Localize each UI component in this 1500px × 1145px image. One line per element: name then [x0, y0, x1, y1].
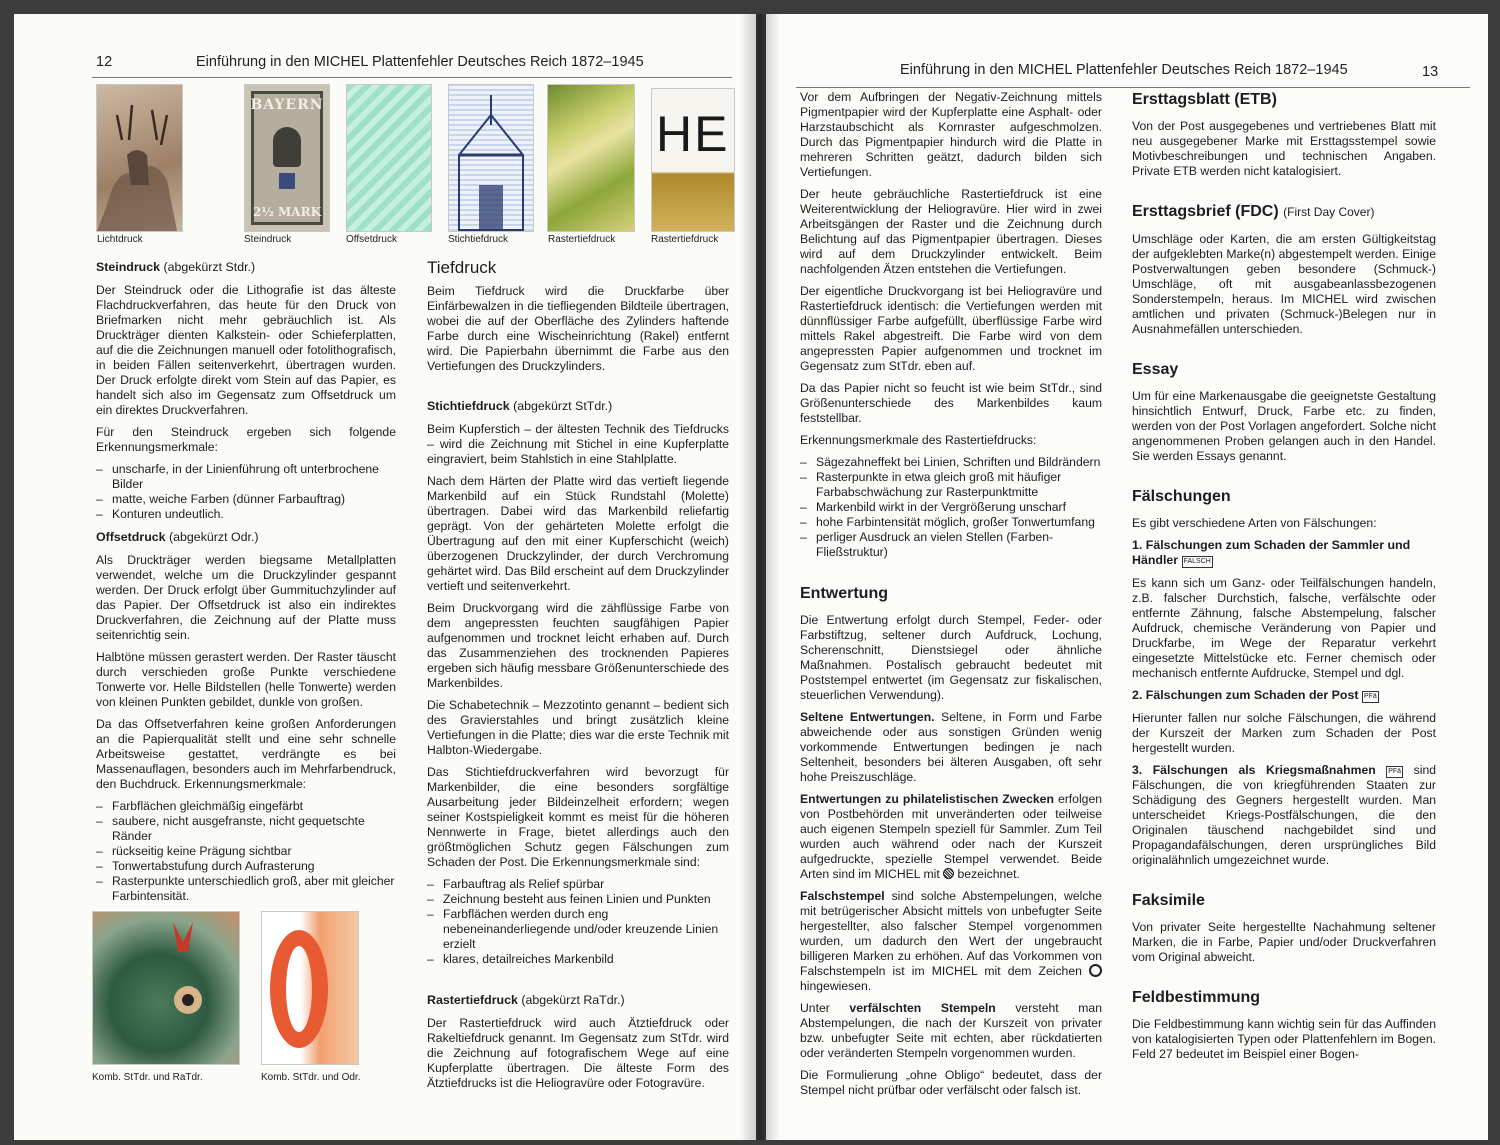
heading-steindruck: [96, 260, 396, 275]
list-item: – Sägezahneffekt bei Linien, Schriften und Bildrändern: [800, 455, 1102, 470]
stamp-steindruck: [244, 84, 330, 232]
spacer: [1132, 875, 1436, 893]
spacer: [800, 568, 1102, 586]
left-column-2: [427, 260, 729, 1098]
stamp-rastertiefdruck-1: [547, 84, 635, 232]
heading-stichtiefdruck: [427, 399, 729, 414]
left-page: [14, 14, 756, 1140]
list-item: – Farbflächen werden durch eng nebeneinanderliegende und/oder kreuzende Linien erzielt: [427, 907, 729, 952]
f2-title: 2. Fälschungen zum Schaden der Post: [1132, 688, 1359, 702]
stamp-stichtiefdruck: [448, 84, 534, 232]
building-image: [449, 85, 533, 231]
steindruck-title: Steindruck: [96, 260, 161, 274]
falsch-end: hingewiesen.: [800, 979, 872, 993]
list-item: – hohe Farbintensität möglich, großer Tonwertumfang: [800, 515, 1102, 530]
falsch-paragraph: [800, 889, 1102, 994]
spacer: [427, 381, 729, 399]
heading-fdc: [1132, 204, 1436, 220]
list-item: – Konturen undeutlich.: [96, 507, 396, 522]
heading-faelschungen: Fälschungen: [1132, 488, 1231, 505]
spacer: [1132, 972, 1436, 990]
list-item: – Tonwertabstufung durch Aufrasterung: [96, 859, 396, 874]
fdc-title: Ersttagsbrief (FDC): [1132, 203, 1279, 220]
stich-paragraph-1: Beim Kupferstich – der ältesten Technik des Tiefdrucks – wird die Zeichnung mit Stichel in eine Kupferplatte eingraviert, beim Stahlstich in eine Stahlplatte.: [427, 422, 729, 466]
phila-bold: Entwertungen zu philatelistischen Zwecken: [800, 792, 1054, 806]
list-item: – perliger Ausdruck an vielen Stellen (Farben-Fließstruktur): [800, 530, 1102, 560]
spacer: [427, 975, 729, 993]
offset-list: [96, 799, 396, 904]
pfae-badge-2: PFä: [1386, 766, 1403, 778]
heading-feldbestimmung: Feldbestimmung: [1132, 989, 1261, 1006]
page-number-left: 12: [96, 54, 113, 70]
stich-paragraph-2: Nach dem Härten der Platte wird das vertieft liegende Markenbild auf ein Stück Rundstahl (Molette) übertragen. Dabei wird das Markenbild reliefartig geprägt. Von der gehärteten Molette erfolgt die Übertragung auf den mit einer Kupferschicht (weich) überzogenen Druckzylinder, der durch Verchromung gehärtet wird. Das Bild erscheint auf dem Druckzylinder vertieft und seitenverkehrt.: [427, 474, 729, 593]
offset-paragraph-1: Als Druckträger werden biegsame Metallplatten verwendet, welche um die Druckzylinder gespannt werden. Der Druck erfolgt über Gummituchzylinder auf das Papier. Der Offsetdruck ist also ein indirektes Druckverfahren, die Zeichnung auf der Platte muss seitenrichtig sein.: [96, 553, 396, 642]
list-item: – Rasterpunkte unterschiedlich groß, aber mit gleicher Farbintensität.: [96, 874, 396, 904]
caption-rastertiefdruck-2: Rastertiefdruck: [651, 234, 719, 245]
falsch-badge: FALSCH: [1182, 556, 1213, 568]
list-item: – unscharfe, in der Linienführung oft unterbrochene Bilder: [96, 462, 396, 492]
falsch-text: sind solche Abstempelungen, welche mit betrügerischer Absicht mittels von unbefugter Seite hergestellter, also falscher Stempel vorgenommen wurden, um dadurch den Wert der ungebraucht billigeren Marken zu erhöhen. Auf das Vorkommen von Falschstempeln ist im MICHEL mit dem Zeichen: [800, 889, 1102, 978]
raster-cont-paragraph-4: Da das Papier nicht so feucht ist wie beim StTdr., sind Größenunterschiede des Markenbildes kaum feststellbar.: [800, 381, 1102, 425]
raster-features-list: [800, 455, 1102, 560]
etb-paragraph: Von der Post ausgegebenes und vertriebenes Blatt mit neu ausgegebener Marke mit Ersttagsstempel sowie Motivbeschreibungen und technischen Angaben. Private ETB werden nicht katalogisiert.: [1132, 119, 1436, 178]
fake-cancel-icon: [1089, 964, 1102, 977]
steindruck-abbr: (abgekürzt Stdr.): [163, 260, 256, 274]
stamp-text-mark: 2½ MARK: [252, 205, 322, 219]
list-item: – Markenbild wirkt in der Vergrößerung unscharf: [800, 500, 1102, 515]
stamp-fish: [92, 911, 240, 1065]
caption-offsetdruck: Offsetdruck: [346, 234, 397, 245]
stich-title: Stichtiefdruck: [427, 399, 510, 413]
obligo-paragraph: Die Formulierung „ohne Obligo“ bedeutet, dass der Stempel nicht prüfbar oder verfälscht oder falsch ist.: [800, 1068, 1102, 1097]
page-number-right: 13: [1422, 64, 1439, 80]
f3-text: sind Fälschungen, die von kriegführenden Staaten zur Schädigung des Gegners hergestellt wurden. Man unterscheidet Kriegs-Postfälschungen, die den Originalen täuschend nachgebildet sind und Propagandafälschungen, deren ursprüngliches Bild originalähnlich umgezeichnet wurde.: [1132, 763, 1436, 867]
book-gutter: [740, 14, 780, 1140]
list-item: – klares, detailreiches Markenbild: [427, 952, 729, 967]
right-column-2: [1132, 92, 1436, 1069]
reindeer-image: [97, 85, 182, 231]
right-page: [766, 14, 1488, 1140]
f3-title: 3. Fälschungen als Kriegsmaßnahmen: [1132, 763, 1376, 777]
f1-title: 1. Fälschungen zum Schaden der Sammler und Händler: [1132, 538, 1411, 567]
fdc-sub: (First Day Cover): [1283, 205, 1375, 219]
verf-paragraph: [800, 1001, 1102, 1061]
list-item: – rückseitig keine Prägung sichtbar: [96, 844, 396, 859]
caption-lichtdruck: Lichtdruck: [97, 234, 143, 245]
heading-etb: Ersttagsblatt (ETB): [1132, 91, 1277, 108]
heading-offsetdruck: [96, 530, 396, 545]
left-column-1: [96, 260, 396, 912]
offset-paragraph-3: Da das Offsetverfahren keine großen Anforderungen an die Papierqualität stellt und eine sehr schnelle Arbeitsweise gestattet, verdrängte es bei Massenauflagen, besonders auch im Mehrfarbendruck, den Buchdruck. Erkennungsmerkmale:: [96, 717, 396, 791]
caption-stichtiefdruck: Stichtiefdruck: [448, 234, 509, 245]
list-item: – Rasterpunkte in etwa gleich groß mit häufiger Farbabschwächung zur Rasterpunktmitte: [800, 470, 1102, 500]
tiefdruck-paragraph: Beim Tiefdruck wird die Druckfarbe über Einfärbewalzen in die tiefliegenden Bildteile übertragen, wobei die auf der Oberfläche des Zylinders haftende Farbe durch eine Wischeinrichtung (Rakel) entfernt wird. Die Papierbahn übernimmt die Farbe aus den Vertiefungen des Druckzylinders.: [427, 284, 729, 373]
stich-abbr: (abgekürzt StTdr.): [513, 399, 613, 413]
list-item: – matte, weiche Farben (dünner Farbauftrag): [96, 492, 396, 507]
running-header-left: Einführung in den MICHEL Plattenfehler Deutsches Reich 1872–1945: [196, 54, 644, 70]
seltene-bold: Seltene Entwertungen.: [800, 710, 935, 724]
raster-abbr: (abgekürzt RaTdr.): [521, 993, 625, 1007]
faksimile-paragraph: Von privater Seite hergestellte Nachahmung seltener Marken, die in Farbe, Papier und/oder Druckverfahren vom Original abweicht.: [1132, 920, 1436, 964]
verf-text: versteht man Abstempelungen, die nach der Kurszeit von privater bzw. unbefugter Seite mit echten, aber rückdatierten oder veränderten Stempeln vorgenommen wurden.: [800, 1001, 1102, 1060]
feld-paragraph: Die Feldbestimmung kann wichtig sein für das Auffinden von katalogisierten Typen oder Plattenfehlern im Bogen. Feld 27 bedeutet im Beispiel einer Bogen-: [1132, 1017, 1436, 1061]
f1-paragraph: Es kann sich um Ganz- oder Teilfälschungen handeln, z.B. falscher Durchstich, falsche, verfälschte oder entfernte Zähnung, falsche Abstempelung, falscher Aufdruck, chemische Veränderung von Papier und Druckfarbe, im Wege der Reparatur verkehrt eingesetzte Mittelstücke etc. Ferner chemisch oder mechanisch entfernte Aufdrucke, Stempel und dgl.: [1132, 576, 1436, 680]
heading-entwertung: Entwertung: [800, 585, 888, 602]
heading-faksimile: Faksimile: [1132, 892, 1205, 909]
essay-paragraph: Um für eine Markenausgabe die geeignetste Gestaltung hinsichtlich Entwurf, Druck, Farbe etc. zu finden, werden von der Post Vorlagen angefordert. Solche nicht angenommenen Proben gelangen auch in den Handel. Sie werden Essays genannt.: [1132, 389, 1436, 463]
stich-paragraph-5: Das Stichtiefdruckverfahren wird bevorzugt für Markenbilder, die eine besonders sorgfältige Ausarbeitung jeder Bildeinzelheit erfordern; wegen seiner Kostspieligkeit kommt es meist für die höheren Nennwerte in Frage, bietet allerdings auch den größtmöglichen Schutz gegen Fälschungen zum Schaden der Post. Die Erkennungsmerkmale sind:: [427, 765, 729, 869]
stamp-lichtdruck: [96, 84, 183, 232]
steindruck-paragraph-2: Für den Steindruck ergeben sich folgende Erkennungsmerkmale:: [96, 425, 396, 454]
seltene-text: Seltene, in Form und Farbe abweichende oder aus sonstigen Gründen wenig vorkommende Entwertungen bedingen je nach Seltenheit, besonders bei älteren Ausgaben, oft sehr hohe Preiszuschläge.: [800, 710, 1103, 784]
philatelic-cancel-icon: [943, 868, 954, 879]
list-item: – Farbauftrag als Relief spürbar: [427, 877, 729, 892]
stich-list: [427, 877, 729, 967]
caption-rastertiefdruck-1: Rastertiefdruck: [548, 234, 616, 245]
falsch-bold: Falschstempel: [800, 889, 885, 903]
caption-steindruck: Steindruck: [244, 234, 292, 245]
offset-title: Offsetdruck: [96, 530, 166, 544]
stich-paragraph-3: Beim Druckvorgang wird die zähflüssige Farbe von dem angepressten feuchten saugfähigen Papier aufgenommen und trocknet leicht erhaben auf. Durch das Zusammenziehen des trocknenden Papieres ergeben sich häufig messbare Größenunterschiede des Markenbildes.: [427, 601, 729, 690]
raster-cont-paragraph-3: Der eigentliche Druckvorgang ist bei Heliogravüre und Rastertiefdruck identisch: die Vertiefungen werden mit dünnflüssiger Farbe aufgefüllt, überflüssige Farbe wird mittels Rakel abgestreift. Die Farbe wird von dem angepressten Papier aufgenommen und trocknet im Gegensatz zum StTdr. eben auf.: [800, 284, 1102, 373]
verf-pre: Unter: [800, 1001, 850, 1015]
raster-cont-paragraph-1: Vor dem Aufbringen der Negativ-Zeichnung mittels Pigmentpapier wird der Kupferplatte eine Asphalt- oder Harzstaubschicht als Kornraster aufgeschmolzen. Durch das Pigmentpapier hindurch wird die Platte in mehreren Schritten geätzt, dadurch bilden sich Vertiefungen.: [800, 90, 1102, 179]
raster-paragraph: Der Rastertiefdruck wird auch Ätztiefdruck oder Rakeltiefdruck genannt. Im Gegensatz zum StTdr. wird die Zeichnung auf fotografischem Wege auf eine Kupferplatte übertragen. Die älteste Form des Ätztiefdrucks ist die Heliogravüre oder Fotogravüre.: [427, 1016, 729, 1090]
pfae-badge: PFä: [1362, 691, 1379, 703]
heading-rastertiefdruck: [427, 993, 729, 1008]
spacer: [1132, 344, 1436, 362]
fdc-paragraph: Umschläge oder Karten, die am ersten Gültigkeitstag der aufgeklebten Marke(n) abgestempelt werden. Einige Postverwaltungen geben besondere (Schmuck-) Umschläge, oft mit ausgabeanlassbezogenen Sonderstempeln, heraus. Im MICHEL wird zwischen amtlichen und privaten (Schmuck-)Belegen nur in Ausnahmefällen unterschieden.: [1132, 232, 1436, 336]
raster-features-intro: Erkennungsmerkmale des Rastertiefdrucks:: [800, 433, 1037, 447]
phila-paragraph: [800, 792, 1102, 882]
heading-f1: [1132, 538, 1436, 568]
raster-title: Rastertiefdruck: [427, 993, 518, 1007]
steindruck-list: [96, 462, 396, 522]
stamp-rastertiefdruck-2: [651, 88, 735, 232]
heading-tiefdruck: Tiefdruck: [427, 258, 497, 277]
header-rule-right: [796, 87, 1470, 88]
fish-image: [93, 912, 239, 1064]
phila-end: bezeichnet.: [954, 867, 1020, 881]
list-item: – Zeichnung besteht aus feinen Linien und Punkten: [427, 892, 729, 907]
stamp-text-bayern: BAYERN: [250, 97, 324, 113]
stich-paragraph-4: Die Schabetechnik – Mezzotinto genannt – bedient sich des Gravierstahles und bringt zusätzlich kleine Vertiefungen in die Platte; dies war die erste Technik mit Halbton-Wiedergabe.: [427, 698, 729, 757]
stamp-text-he: HE: [656, 106, 730, 162]
running-header-right: Einführung in den MICHEL Plattenfehler Deutsches Reich 1872–1945: [900, 62, 1348, 78]
caption-komb-2: Komb. StTdr. und Odr.: [261, 1072, 361, 1083]
spacer: [1132, 471, 1436, 489]
f2-paragraph: Hierunter fallen nur solche Fälschungen, die während der Kurszeit der Marken zum Schaden der Post hergestellt wurden.: [1132, 711, 1436, 755]
caption-komb-1: Komb. StTdr. und RaTdr.: [92, 1072, 203, 1083]
list-item: – saubere, nicht ausgefranste, nicht gequetschte Ränder: [96, 814, 396, 844]
offset-paragraph-2: Halbtöne müssen gerastert werden. Der Raster täuscht durch verschieden große Punkte verschiedene Tonwerte vor. Helle Bildstellen (helle Tonwerte) werden von kleinen Punkten gebildet, dunkle von großen.: [96, 650, 396, 709]
verf-bold: verfälschten Stempeln: [849, 1001, 996, 1015]
heading-f2: [1132, 688, 1436, 703]
steindruck-paragraph-1: Der Steindruck oder die Lithografie ist das älteste Flachdruckverfahren, das heute für den Druck von Briefmarken nicht mehr gebräuchlich ist. Als Druckträger dienten Kalkstein- oder Schieferplatten, auf die die Zeichnungen manuell oder fotolithografisch, in beiden Fällen seitenverkehrt, übertragen wurden. Der Druck erfolgte direkt vom Stein auf das Papier, es handelt sich also im Gegensatz zum Offsetdruck um ein direktes Druckverfahren.: [96, 283, 396, 417]
entwertung-paragraph: Die Entwertung erfolgt durch Stempel, Feder- oder Farbstiftzug, seltener durch Aufdruck, Lochung, Scherenschnitt, Dienstsiegel oder ähnliche Maßnahmen. Postalisch gebraucht bedeutet mit Poststempel entwertet (im Gegensatz zur fiskalischen, steuerlichen Verwendung).: [800, 613, 1102, 702]
seltene-paragraph: [800, 710, 1102, 785]
faelschungen-intro: Es gibt verschiedene Arten von Fälschungen:: [1132, 516, 1377, 530]
offset-abbr: (abgekürzt Odr.): [169, 530, 259, 544]
right-column-1: [800, 90, 1102, 1105]
list-item: – Farbflächen gleichmäßig eingefärbt: [96, 799, 396, 814]
stamp-zero: [261, 911, 359, 1065]
stamp-offsetdruck: [346, 84, 432, 232]
heading-essay: Essay: [1132, 361, 1179, 378]
f3-paragraph: [1132, 763, 1436, 868]
raster-cont-paragraph-2: Der heute gebräuchliche Rastertiefdruck ist eine Weiterentwicklung der Heliogravüre. Hier wird in zwei Arbeitsgängen der Raster und die Zeichnung durch Belichtung auf das Pigmentpapier übertragen. Dieses wird auf dem Druckzylinder entwickelt. Beim nachfolgenden Ätzen entstehen die Vertiefungen.: [800, 187, 1102, 276]
header-rule-left: [92, 77, 732, 78]
phila-text: erfolgen von Postbehörden mit unveränderten oder teilweise auch eigenen Stempeln speziell für Sammler. Zum Teil wurden auch während oder nach der Kurszeit aufgedruckte, spezielle Stempel verwendet. Beide Arten sind im MICHEL mit: [800, 792, 1102, 881]
spacer: [1132, 186, 1436, 204]
